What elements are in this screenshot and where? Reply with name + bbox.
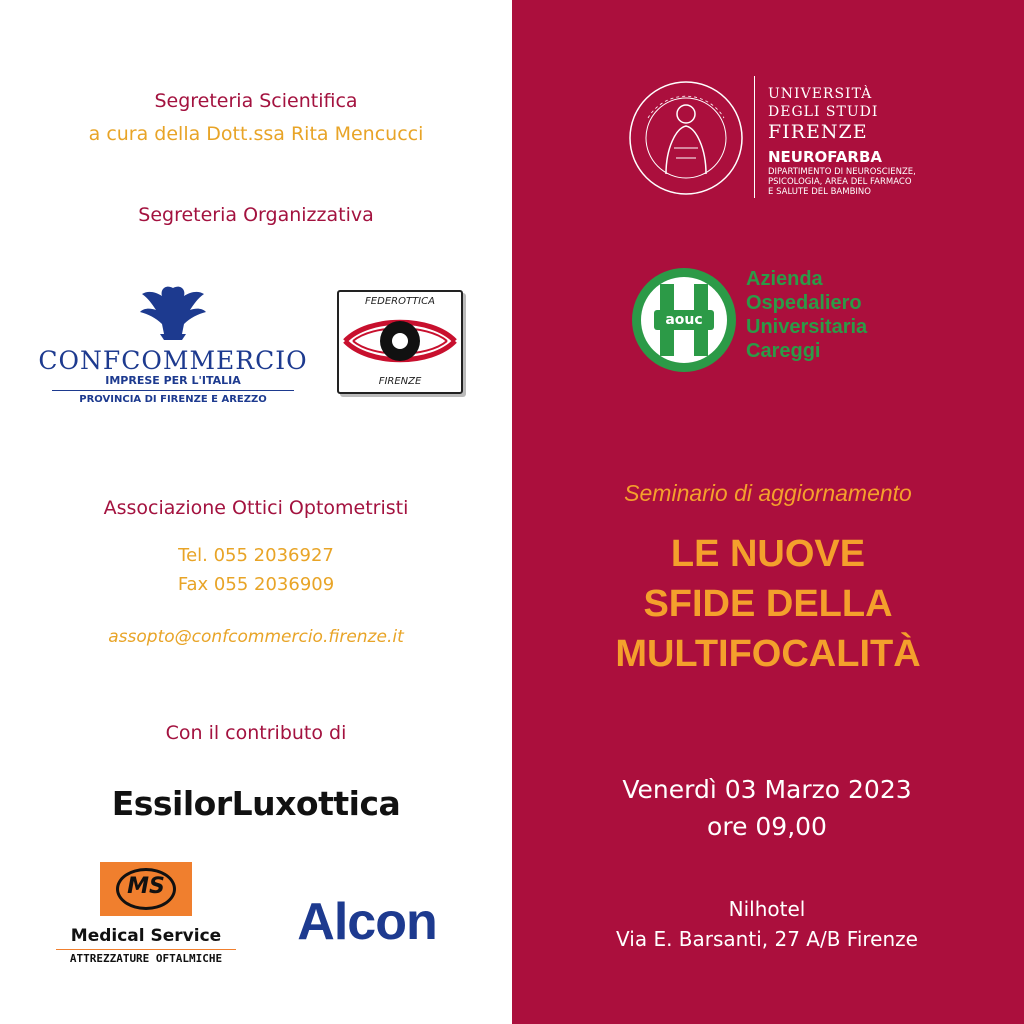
contact-tel: Tel. 055 2036927	[178, 545, 334, 566]
venue-name: Nilhotel	[728, 897, 806, 921]
contact-fax: Fax 055 2036909	[177, 574, 335, 595]
federottica-logo	[337, 290, 463, 394]
scientific-curator: a cura della Dott.ssa Rita Mencucci	[88, 123, 424, 145]
confcommercio-province: PROVINCIA DI FIRENZE E AREZZO	[79, 394, 267, 405]
associazione-heading: Associazione Ottici Optometristi	[103, 497, 409, 519]
title-line1: LE NUOVE	[670, 533, 866, 575]
confcommercio-logo	[38, 280, 308, 410]
seminario-subtitle: Seminario di aggiornamento	[624, 480, 912, 506]
aouc-line1: Azienda	[746, 268, 823, 290]
unifi-divider	[754, 76, 755, 198]
confcommercio-divider	[52, 390, 294, 391]
unifi-dept: NEUROFARBA	[768, 148, 883, 166]
right-panel	[512, 0, 1024, 1024]
confcommercio-name: CONFCOMMERCIO	[38, 346, 308, 375]
university-seal-icon	[626, 78, 746, 198]
venue-address: Via E. Barsanti, 27 A/B Firenze	[616, 927, 918, 951]
essilorluxottica-logo: EssilorLuxottica	[111, 784, 401, 823]
segreteria-organizzativa-heading: Segreteria Organizzativa	[138, 204, 374, 226]
aouc-line3: Universitaria	[746, 316, 868, 338]
event-time: ore 09,00	[707, 812, 827, 841]
medical-service-badge: MS	[127, 874, 165, 899]
unifi-line3: FIRENZE	[768, 121, 868, 143]
alcon-logo: Alcon	[297, 893, 437, 951]
unifi-desc3: E SALUTE DEL BAMBINO	[768, 187, 871, 197]
medical-service-sub: ATTREZZATURE OFTALMICHE	[69, 952, 223, 965]
aouc-logo	[630, 266, 930, 376]
unifi-desc1: DIPARTIMENTO DI NEUROSCIENZE,	[768, 167, 916, 177]
aouc-line2: Ospedaliero	[746, 292, 862, 314]
title-line2: SFIDE DELLA	[643, 583, 893, 625]
eye-icon	[339, 310, 461, 372]
confcommercio-tagline: IMPRESE PER L'ITALIA	[105, 374, 241, 387]
medical-service-divider	[56, 949, 236, 950]
medical-service-name: Medical Service	[70, 926, 222, 946]
event-date: Venerdì 03 Marzo 2023	[622, 775, 912, 804]
segreteria-scientifica-heading: Segreteria Scientifica	[154, 90, 358, 112]
contributo-heading: Con il contributo di	[165, 722, 347, 744]
unifi-desc2: PSICOLOGIA, AREA DEL FARMACO	[768, 177, 912, 187]
aouc-badge: aouc	[665, 312, 703, 328]
aouc-line4: Careggi	[746, 340, 821, 362]
contact-email[interactable]: assopto@confcommercio.firenze.it	[108, 627, 404, 647]
federottica-top: FEDEROTTICA	[365, 296, 435, 307]
medical-service-logo	[56, 862, 236, 970]
medical-service-badge-bg	[100, 862, 192, 916]
unifi-line1: UNIVERSITÀ	[768, 86, 873, 102]
eagle-icon	[52, 280, 294, 342]
federottica-bottom: FIRENZE	[378, 376, 422, 387]
title-line3: MULTIFOCALITÀ	[615, 633, 921, 675]
unifi-line2: DEGLI STUDI	[768, 104, 879, 120]
unifi-logo	[626, 76, 926, 201]
